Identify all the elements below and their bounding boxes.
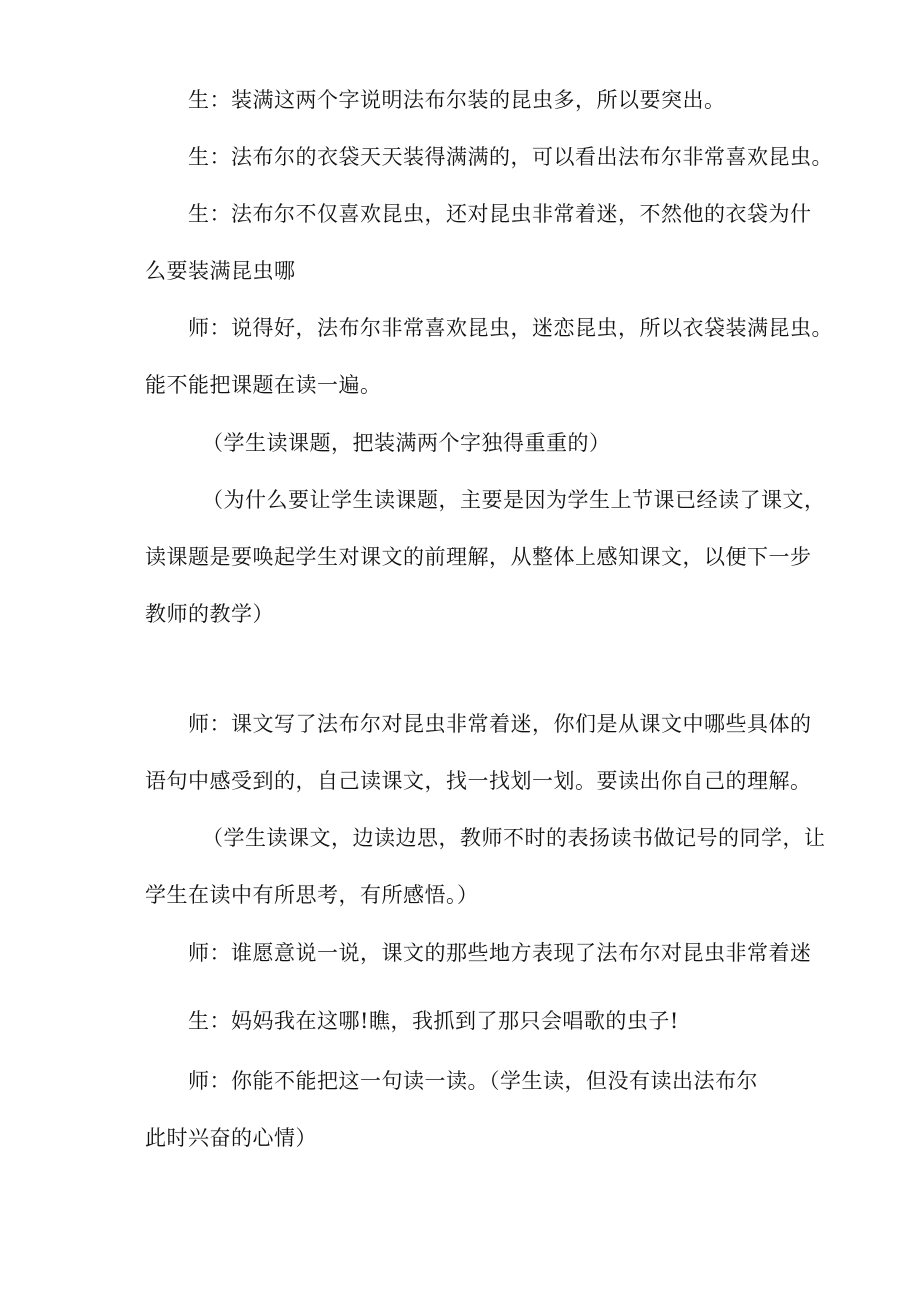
paragraph-line: 生：法布尔的衣袋天天装得满满的，可以看出法布尔非常喜欢昆虫。: [188, 145, 833, 169]
paragraph-line: （学生读课文，边读边思，教师不时的表扬读书做记号的同学，让: [202, 826, 826, 850]
paragraph-line: （学生读课题，把装满两个字独得重重的）: [202, 431, 611, 455]
paragraph-line: 么要装满昆虫哪: [145, 259, 296, 283]
paragraph-line: 师：说得好，法布尔非常喜欢昆虫，迷恋昆虫，所以衣袋装满昆虫。: [188, 316, 833, 340]
paragraph-line: 此时兴奋的心情）: [145, 1126, 317, 1150]
paragraph-line: 能不能把课题在读一遍。: [145, 373, 382, 397]
paragraph-line: 师：你能不能把这一句读一读。（学生读，但没有读出法布尔: [188, 1069, 758, 1093]
paragraph-line: 师：谁愿意说一说，课文的那些地方表现了法布尔对昆虫非常着迷: [188, 941, 812, 965]
paragraph-line: （为什么要让学生读课题，主要是因为学生上节课已经读了课文，: [202, 488, 826, 512]
paragraph-line: 生：法布尔不仅喜欢昆虫，还对昆虫非常着迷，不然他的衣袋为什: [188, 202, 812, 226]
paragraph-line: 学生在读中有所思考，有所感悟。）: [145, 883, 479, 907]
paragraph-line: 师：课文写了法布尔对昆虫非常着迷，你们是从课文中哪些具体的: [188, 712, 812, 736]
paragraph-line: 生：装满这两个字说明法布尔装的昆虫多，所以要突出。: [188, 88, 726, 112]
paragraph-line: 读课题是要唤起学生对课文的前理解，从整体上感知课文，以便下一步: [145, 545, 812, 569]
paragraph-line: 教师的教学）: [145, 602, 274, 626]
paragraph-line: 生：妈妈我在这哪!瞧，我抓到了那只会唱歌的虫子!: [188, 1009, 679, 1033]
paragraph-line: 语句中感受到的，自己读课文，找一找划一划。要读出你自己的理解。: [145, 769, 812, 793]
